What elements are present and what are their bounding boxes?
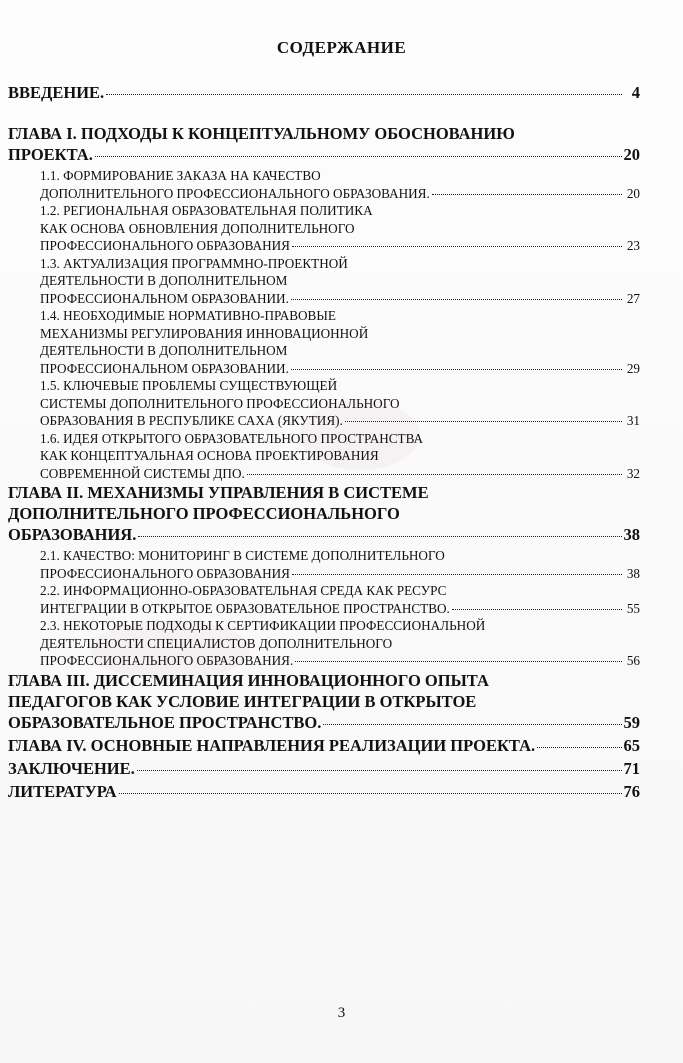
toc-entry-text: ЗАКЛЮЧЕНИЕ. xyxy=(8,758,135,778)
toc-entry-text: 2.1. КАЧЕСТВО: МОНИТОРИНГ В СИСТЕМЕ ДОПОЛНИТЕЛЬНОГО xyxy=(40,548,445,563)
toc-chapter[interactable] xyxy=(8,482,640,545)
toc-page-number: 31 xyxy=(626,413,640,428)
toc-line xyxy=(8,781,640,802)
toc-section[interactable] xyxy=(40,167,640,202)
dot-leader xyxy=(247,462,622,475)
toc-entry-text: 1.4. НЕОБХОДИМЫЕ НОРМАТИВНО-ПРАВОВЫЕ xyxy=(40,308,336,323)
dot-leader xyxy=(345,409,622,422)
toc-entry-text: ЛИТЕРАТУРА xyxy=(8,781,117,801)
toc-line xyxy=(40,465,640,483)
dot-leader xyxy=(106,79,622,95)
dot-leader xyxy=(95,141,622,157)
toc-entry-text: ДЕЯТЕЛЬНОСТИ В ДОПОЛНИТЕЛЬНОМ xyxy=(40,343,288,358)
page-title: СОДЕРЖАНИЕ xyxy=(276,38,407,57)
toc-chapter[interactable] xyxy=(8,670,640,733)
toc-page-number: 38 xyxy=(626,565,640,581)
toc-line xyxy=(8,670,640,691)
table-of-contents xyxy=(8,82,640,804)
toc-entry-text: 1.3. АКТУАЛИЗАЦИЯ ПРОГРАММНО-ПРОЕКТНОЙ xyxy=(40,255,348,271)
toc-chapter[interactable] xyxy=(8,82,640,103)
toc-entry-text: ГЛАВА II. МЕХАНИЗМЫ УПРАВЛЕНИЯ В СИСТЕМЕ xyxy=(8,483,429,502)
toc-page-number: 20 xyxy=(626,185,640,201)
toc-entry-text: ПРОФЕССИОНАЛЬНОГО ОБРАЗОВАНИЯ. xyxy=(40,653,294,668)
toc-entry-text: ПРОФЕССИОНАЛЬНОМ ОБРАЗОВАНИИ. xyxy=(40,290,289,306)
dot-leader xyxy=(323,709,621,725)
toc-entry-text: ИНТЕГРАЦИИ В ОТКРЫТОЕ ОБРАЗОВАТЕЛЬНОЕ ПРОСТРАНСТВО. xyxy=(40,600,450,616)
toc-entry-text: ГЛАВА I. ПОДХОДЫ К КОНЦЕПТУАЛЬНОМУ ОБОСНОВАНИЮ xyxy=(8,124,515,143)
toc-line xyxy=(40,360,640,378)
toc-page-number: 76 xyxy=(623,781,640,801)
toc-section[interactable] xyxy=(40,255,640,308)
toc-entry-text: ПРОФЕССИОНАЛЬНОГО ОБРАЗОВАНИЯ xyxy=(40,238,290,253)
toc-entry-text: ПЕДАГОГОВ КАК УСЛОВИЕ ИНТЕГРАЦИИ В ОТКРЫТОЕ xyxy=(8,691,477,711)
toc-section[interactable] xyxy=(40,377,640,430)
toc-entry-text: СОВРЕМЕННОЙ СИСТЕМЫ ДПО. xyxy=(40,465,245,481)
toc-line xyxy=(40,377,640,395)
toc-line xyxy=(8,735,640,756)
toc-entry-text: ПРОФЕССИОНАЛЬНОГО ОБРАЗОВАНИЯ xyxy=(40,565,290,581)
toc-entry-text: ВВЕДЕНИЕ. xyxy=(8,83,105,102)
toc-chapter[interactable] xyxy=(8,735,640,756)
toc-entry-text: ДОПОЛНИТЕЛЬНОГО ПРОФЕССИОНАЛЬНОГО xyxy=(8,504,400,523)
toc-section[interactable] xyxy=(40,307,640,377)
toc-entry-text: 2.3. НЕКОТОРЫЕ ПОДХОДЫ К СЕРТИФИКАЦИИ ПРОФЕССИОНАЛЬНОЙ xyxy=(40,618,486,633)
toc-line xyxy=(40,412,640,430)
dot-leader xyxy=(432,182,622,195)
toc-entry-text: ДЕЯТЕЛЬНОСТИ СПЕЦИАЛИСТОВ ДОПОЛНИТЕЛЬНОГО xyxy=(40,635,393,651)
toc-line xyxy=(40,307,640,325)
toc-page-number: 65 xyxy=(623,735,640,755)
toc-line xyxy=(8,482,640,503)
toc-page-number: 59 xyxy=(623,712,640,732)
dot-leader xyxy=(291,357,622,370)
dot-leader xyxy=(291,287,622,300)
toc-entry-text: КАК КОНЦЕПТУАЛЬНАЯ ОСНОВА ПРОЕКТИРОВАНИЯ xyxy=(40,448,379,463)
dot-leader xyxy=(292,562,622,575)
toc-chapter[interactable] xyxy=(8,781,640,802)
toc-line xyxy=(40,237,640,255)
toc-line xyxy=(40,652,640,670)
toc-entry-text: ГЛАВА IV. ОСНОВНЫЕ НАПРАВЛЕНИЯ РЕАЛИЗАЦИИ ПРОЕКТА. xyxy=(8,735,536,755)
toc-entry-text: ОБРАЗОВАНИЯ. xyxy=(8,525,137,544)
toc-section[interactable] xyxy=(40,547,640,582)
toc-section[interactable] xyxy=(40,430,640,483)
toc-entry-text: ДЕЯТЕЛЬНОСТИ В ДОПОЛНИТЕЛЬНОМ xyxy=(40,273,288,288)
toc-entry-text: КАК ОСНОВА ОБНОВЛЕНИЯ ДОПОЛНИТЕЛЬНОГО xyxy=(40,220,355,236)
toc-entry-text: 1.1. ФОРМИРОВАНИЕ ЗАКАЗА НА КАЧЕСТВО xyxy=(40,168,321,183)
toc-line xyxy=(8,524,640,545)
toc-entry-text: 1.6. ИДЕЯ ОТКРЫТОГО ОБРАЗОВАТЕЛЬНОГО ПРОСТРАНСТВА xyxy=(40,430,424,446)
toc-line xyxy=(8,82,640,103)
toc-line xyxy=(8,712,640,733)
toc-page-number: 23 xyxy=(626,238,640,253)
page-number: 3 xyxy=(337,1005,346,1021)
toc-page-number: 29 xyxy=(626,360,640,376)
toc-entry-text: 1.2. РЕГИОНАЛЬНАЯ ОБРАЗОВАТЕЛЬНАЯ ПОЛИТИКА xyxy=(40,203,373,218)
toc-page-number: 4 xyxy=(631,83,640,102)
dot-leader xyxy=(137,755,622,771)
dot-leader xyxy=(295,649,622,662)
toc-page-number: 38 xyxy=(623,525,640,544)
toc-entry-text: ГЛАВА III. ДИССЕМИНАЦИЯ ИННОВАЦИОННОГО ОПЫТА xyxy=(8,670,489,690)
toc-line xyxy=(40,617,640,635)
toc-section[interactable] xyxy=(40,202,640,255)
toc-section[interactable] xyxy=(40,617,640,670)
dot-leader xyxy=(292,234,622,247)
toc-section[interactable] xyxy=(40,582,640,617)
toc-line xyxy=(40,325,640,343)
toc-entry-text: ОБРАЗОВАНИЯ В РЕСПУБЛИКЕ САХА (ЯКУТИЯ). xyxy=(40,413,343,428)
toc-entry-text: СИСТЕМЫ ДОПОЛНИТЕЛЬНОГО ПРОФЕССИОНАЛЬНОГО xyxy=(40,395,400,411)
toc-line xyxy=(40,565,640,583)
toc-page-number: 56 xyxy=(626,653,640,668)
toc-page-number: 27 xyxy=(626,290,640,306)
toc-entry-text: ПРОЕКТА. xyxy=(8,145,93,164)
dot-leader xyxy=(452,597,622,610)
toc-line xyxy=(40,430,640,448)
toc-entry-text: ОБРАЗОВАТЕЛЬНОЕ ПРОСТРАНСТВО. xyxy=(8,712,322,732)
toc-line xyxy=(40,600,640,618)
toc-entry-text: 1.5. КЛЮЧЕВЫЕ ПРОБЛЕМЫ СУЩЕСТВУЮЩЕЙ xyxy=(40,378,338,393)
toc-entry-text: МЕХАНИЗМЫ РЕГУЛИРОВАНИЯ ИННОВАЦИОННОЙ xyxy=(40,325,369,341)
toc-line xyxy=(40,202,640,220)
toc-entry-text: ПРОФЕССИОНАЛЬНОМ ОБРАЗОВАНИИ. xyxy=(40,360,289,376)
toc-line xyxy=(8,144,640,165)
toc-page-number: 32 xyxy=(626,465,640,481)
toc-line xyxy=(40,255,640,273)
toc-chapter[interactable] xyxy=(8,123,640,165)
toc-page-number: 20 xyxy=(623,145,640,164)
dot-leader xyxy=(138,521,621,537)
dot-leader xyxy=(537,732,621,748)
toc-entry-text: 2.2. ИНФОРМАЦИОННО-ОБРАЗОВАТЕЛЬНАЯ СРЕДА КАК РЕСУРС xyxy=(40,583,447,598)
toc-line xyxy=(8,758,640,779)
toc-page-number: 55 xyxy=(626,600,640,616)
dot-leader xyxy=(119,778,622,794)
toc-page-number: 71 xyxy=(623,758,640,778)
toc-chapter[interactable] xyxy=(8,758,640,779)
toc-line xyxy=(40,290,640,308)
toc-line xyxy=(40,185,640,203)
toc-entry-text: ДОПОЛНИТЕЛЬНОГО ПРОФЕССИОНАЛЬНОГО ОБРАЗОВАНИЯ. xyxy=(40,185,430,201)
